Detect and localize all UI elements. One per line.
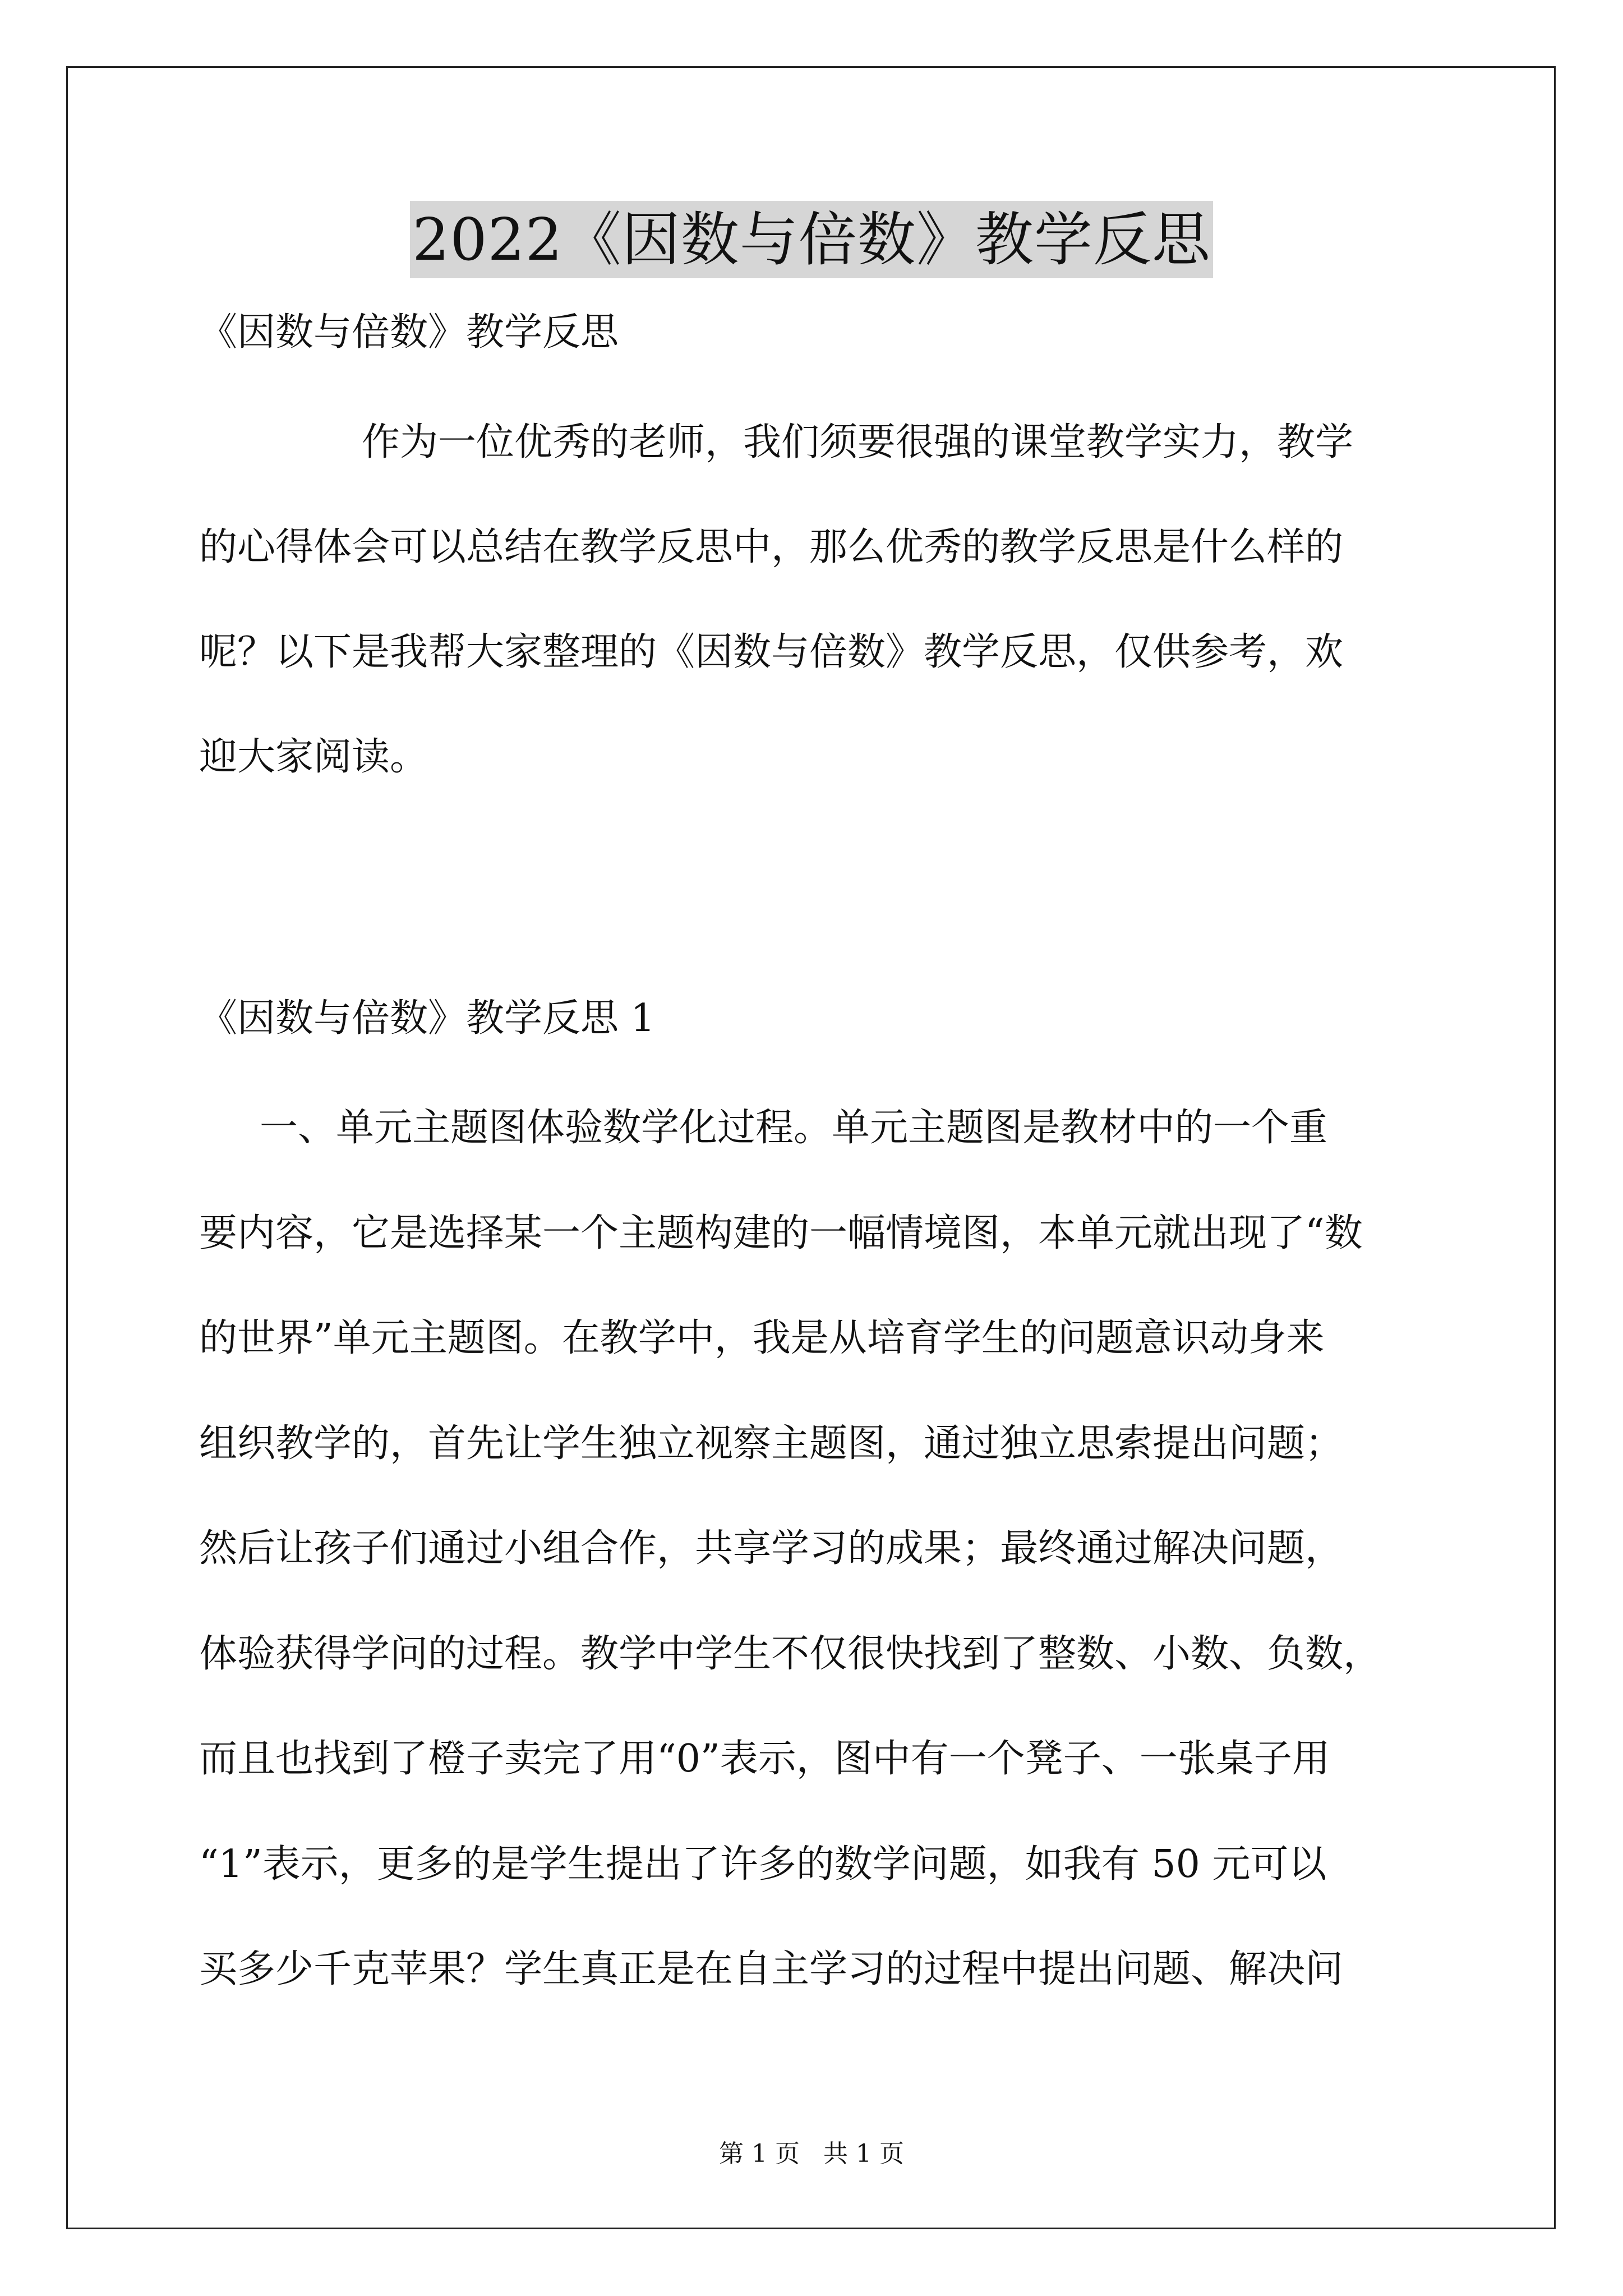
body-line: “1”表示，更多的是学生提出了许多的数学问题，如我有 50 元可以 — [199, 1842, 1327, 1887]
subtitle: 《因数与倍数》教学反思 — [199, 310, 619, 355]
body-line: 然后让孩子们通过小组合作，共享学习的成果；最终通过解决问题， — [199, 1526, 1344, 1571]
page-total: 共 1 页 — [823, 2139, 904, 2168]
intro-line: 作为一位优秀的老师，我们须要很强的课堂教学实力，教学 — [362, 420, 1354, 464]
body-line: 组织教学的，首先让学生独立视察主题图，通过独立思索提出问题； — [199, 1421, 1344, 1466]
page-number: 第 1 页 — [719, 2139, 800, 2168]
intro-line: 迎大家阅读。 — [199, 735, 428, 779]
body-line: 的世界”单元主题图。在教学中，我是从培育学生的问题意识动身来 — [199, 1316, 1325, 1360]
body-line: 一、单元主题图体验数学化过程。单元主题图是教材中的一个重 — [260, 1106, 1328, 1150]
section-heading: 《因数与倍数》教学反思 1 — [199, 996, 655, 1041]
body-line: 要内容，它是选择某一个主题构建的一幅情境图，本单元就出现了“数 — [199, 1211, 1363, 1255]
intro-line: 的心得体会可以总结在教学反思中，那么优秀的教学反思是什么样的 — [199, 525, 1344, 569]
intro-line: 呢？以下是我帮大家整理的《因数与倍数》教学反思，仅供参考，欢 — [199, 630, 1344, 674]
body-line: 体验获得学问的过程。教学中学生不仅很快找到了整数、小数、负数， — [199, 1632, 1382, 1676]
body-line: 买多少千克苹果？学生真正是在自主学习的过程中提出问题、解决问 — [199, 1947, 1344, 1991]
document-title: 2022《因数与倍数》教学反思 — [410, 201, 1213, 278]
page-footer — [0, 2137, 1623, 2171]
body-line: 而且也找到了橙子卖完了用“0”表示，图中有一个凳子、一张桌子用 — [199, 1737, 1330, 1781]
title-container — [0, 201, 1623, 278]
